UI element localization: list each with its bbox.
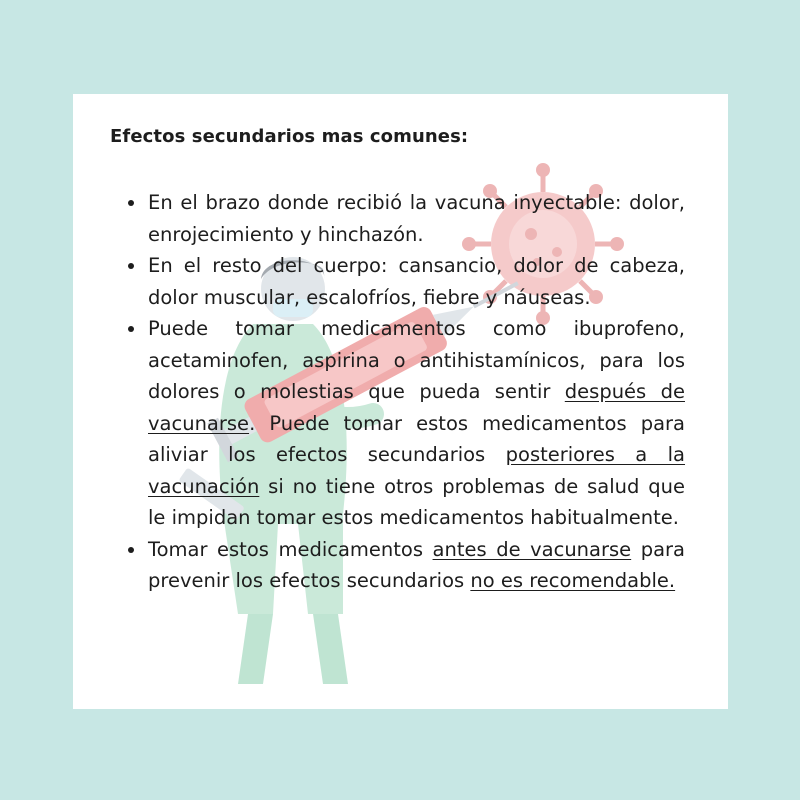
bullet-item: [110, 250, 685, 313]
underlined-text: después de vacunarse: [148, 380, 685, 435]
bullet-text: para prevenir los efectos secundarios: [148, 537, 686, 592]
bullet-text: . Puede tomar estos medicamentos para aliviar los efectos secundarios: [148, 411, 685, 466]
underlined-text: posteriores a la vacunación: [148, 443, 686, 498]
bullet-item: [110, 187, 685, 250]
bullet-text: Tomar estos medicamentos: [148, 537, 433, 561]
underlined-text: no es recomendable.: [470, 569, 676, 592]
bullet-dot-icon: [128, 326, 134, 332]
heading: Efectos secundarios mas comunes:: [110, 126, 469, 147]
bullet-item: [110, 313, 685, 534]
underlined-text: antes de vacunarse: [432, 537, 632, 561]
bullet-text: En el resto del cuerpo: cansancio, dolor de cabeza, dolor muscular, escalofríos, fiebre y náuseas.: [148, 254, 685, 309]
content-card: [73, 94, 728, 709]
bullet-list: [110, 187, 685, 597]
bullet-dot-icon: [128, 547, 134, 553]
bullet-dot-icon: [128, 263, 134, 269]
document-body: [110, 126, 685, 597]
bullet-text: si no tiene otros problemas de salud que le impidan tomar estos medicamentos habitualmente.: [148, 474, 685, 529]
bullet-item: [110, 534, 685, 597]
bullet-dot-icon: [128, 200, 134, 206]
bullet-text: En el brazo donde recibió la vacuna inyectable: dolor, enrojecimiento y hinchazón.: [148, 191, 685, 246]
bullet-text: Puede tomar medicamentos como ibuprofeno, acetaminofen, aspirina o antihistamínicos, para los dolores o molestias que pueda sentir: [148, 317, 685, 403]
